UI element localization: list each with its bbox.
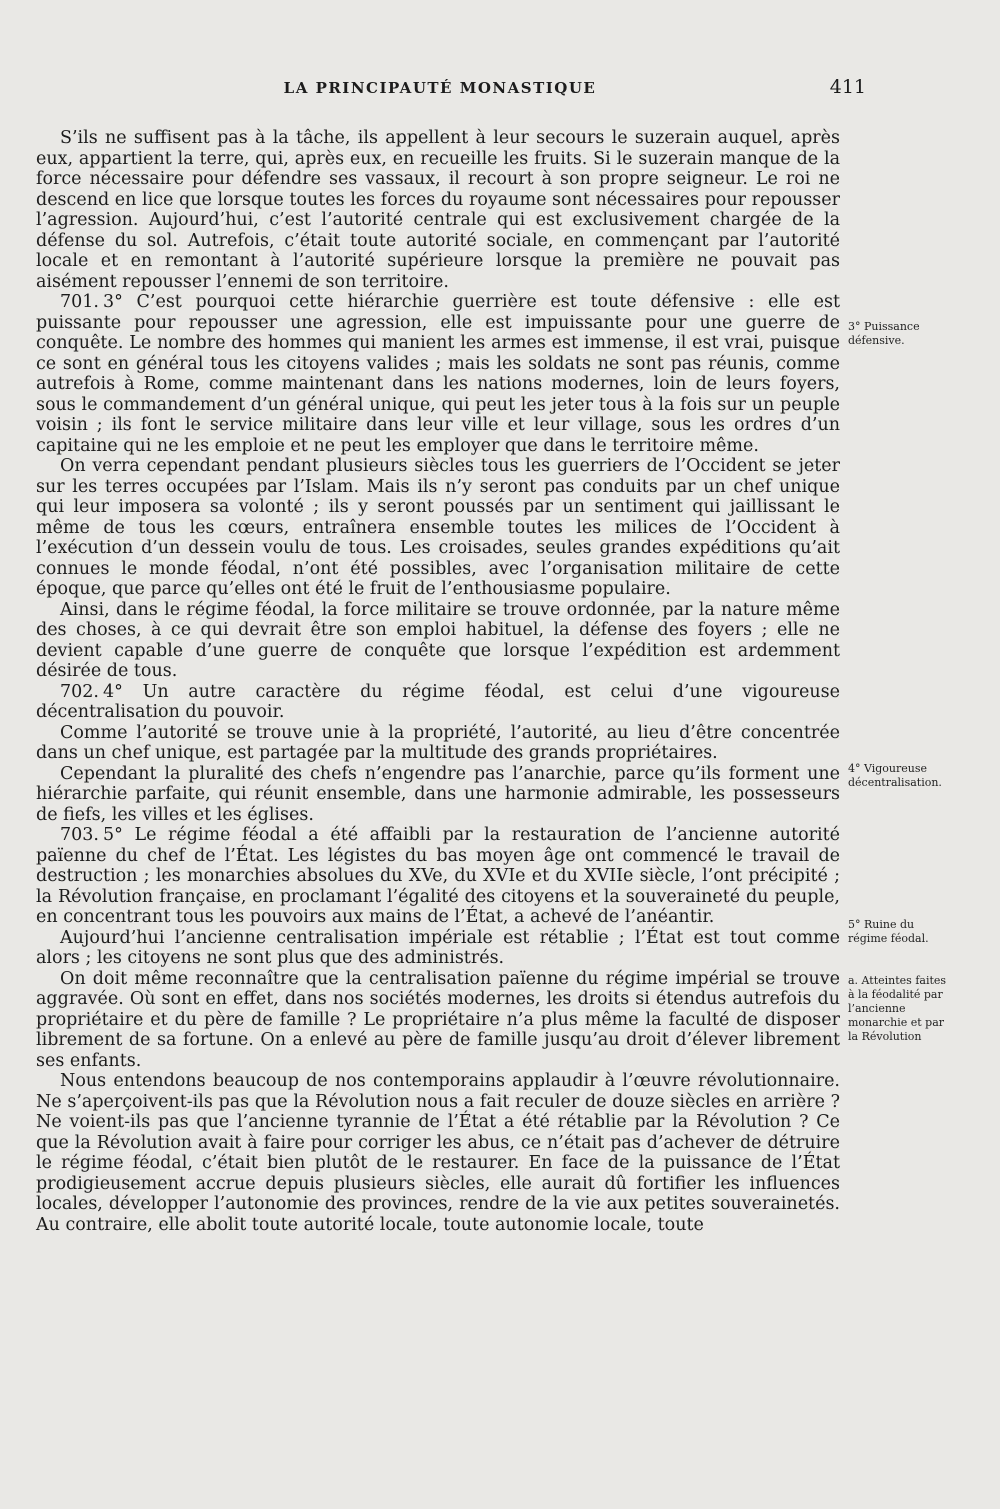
body-text	[36, 128, 840, 1235]
page-number: 411	[829, 76, 866, 98]
margin-note: a. Atteintes faites à la féodalité par l’ancienne monarchie et par la Révolution	[848, 974, 947, 1043]
section-number: 702.	[60, 681, 99, 702]
paragraph-text: Ainsi, dans le régime féodal, la force militaire se trouve ordonnée, par la nature même des choses, à ce qui devrait être son emploi habituel, la défense des foyers ; elle ne devient capable d’une guerre de conquête que lorsque l’expédition est ardemment désirée de tous.	[36, 599, 840, 681]
paragraph	[36, 600, 840, 682]
margin-note: 3° Puissance défensive.	[848, 320, 920, 347]
paragraph	[36, 292, 840, 456]
paragraph-text: 4° Un autre caractère du régime féodal, est celui d’une vigoureuse décentralisation du pouvoir.	[36, 681, 840, 722]
paragraph	[36, 825, 840, 928]
section-number: 701.	[60, 292, 99, 312]
paragraph-text: S’ils ne suffisent pas à la tâche, ils appellent à leur secours le suzerain auquel, après eux, appartient la terre, qui, après eux, en recueille les fruits. Si le suzerain manque de la force nécessaire pour défendre ses vassaux, il recourt à son propre seigneur. Le roi ne descend en lice que lorsque toutes les forces du royaume sont nécessaires pour repousser l’agression. Aujourd’hui, c’est l’autorité centrale qui est exclusivement chargée de la défense du sol. Autrefois, c’était toute autorité sociale, en commençant par l’autorité locale et en remontant à l’autorité supérieure lorsque la première ne pouvait pas aisément repousser l’ennemi de son territoire.	[36, 128, 840, 292]
paragraph-text: On verra cependant pendant plusieurs siècles tous les guerriers de l’Occident se jeter sur les terres occupées par l’Islam. Mais ils n’y seront pas conduits par un chef unique qui leur imposera sa volonté ; ils y seront poussés par un sentiment qui jaillissant le même de tous les cœurs, entraînera ensemble toutes les milices de l’Occident à l’exécution d’un dessein voulu de tous. Les croisades, seules grandes expéditions qu’ait connues le monde féodal, n’ont été possibles, avec l’organisation militaire de cette époque, que parce qu’elles ont été le fruit de l’enthousiasme populaire.	[36, 456, 840, 599]
paragraph-text: Comme l’autorité se trouve unie à la propriété, l’autorité, au lieu d’être concentrée dans un chef unique, est partagée par la multitude des grands propriétaires.	[36, 722, 840, 763]
paragraph-text: Aujourd’hui l’ancienne centralisation impériale est rétablie ; l’État est tout comme alors ; les citoyens ne sont plus que des administrés.	[36, 927, 840, 968]
paragraph-text: Nous entendons beaucoup de nos contemporains applaudir à l’œuvre révolutionnaire. Ne s’aperçoivent-ils pas que la Révolution nous a fait reculer de douze siècles en arrière ? Ne voient-ils pas que l’ancienne tyrannie de l’État a été rétablie par la Révolution ? Ce que la Révolution avait à faire pour corriger les abus, ce n’était pas d’achever de détruire le régime féodal, c’était bien plutôt de le restaurer. En face de la puissance de l’État prodigieusement accrue depuis plusieurs siècles, elle aurait dû fortifier les influences locales, développer l’autonomie des provinces, rendre de la vie aux petites souverainetés. Au contraire, elle abolit toute autorité locale, toute autonomie locale, toute	[36, 1071, 840, 1235]
paragraph-text: On doit même reconnaître que la centralisation païenne du régime impérial se trouve aggravée. Où sont en effet, dans nos sociétés modernes, les droits si étendus autrefois du propriétaire et du père de famille ? Le propriétaire n’a plus même la faculté de disposer librement de sa fortune. On a enlevé au père de famille jusqu’au droit d’élever librement ses enfants.	[36, 968, 840, 1071]
paragraph-text: Cependant la pluralité des chefs n’engendre pas l’anarchie, parce qu’ils forment une hiérarchie parfaite, qui réunit ensemble, dans une harmonie admirable, les possesseurs de fiefs, les villes et les églises.	[36, 763, 840, 825]
margin-note: 5° Ruine du régime féodal.	[848, 918, 929, 945]
paragraph	[36, 969, 840, 1072]
paragraph	[36, 764, 840, 826]
paragraph-text: 5° Le régime féodal a été affaibli par la restauration de l’ancienne autorité païenne du chef de l’État. Les légistes du bas moyen âge ont commencé le travail de destruction ; les monarchies absolues du XVe, du XVIe et du XVIIe siècle, l’ont précipité ; la Révolution française, en proclamant l’égalité des citoyens et la souveraineté du peuple, en concentrant tous les pouvoirs aux mains de l’État, a achevé de l’anéantir.	[36, 825, 840, 927]
section-number: 703.	[60, 825, 99, 845]
paragraph-text: 3° C’est pourquoi cette hiérarchie guerrière est toute défensive : elle est puissante pour repousser une agression, elle est impuissante pour une guerre de conquête. Le nombre des hommes qui manient les armes est immense, il est vrai, puisque ce sont en général tous les citoyens valides ; mais les soldats ne sont pas réunis, comme autrefois à Rome, comme maintenant dans les nations modernes, loin de leurs foyers, sous le commandement d’un général unique, qui peut les jeter tous à la fois sur un peuple voisin ; ils font le service militaire dans leur ville et leur village, sous les ordres d’un capitaine qui ne les emploie et ne peut les employer que dans le territoire même.	[36, 292, 840, 456]
paragraph	[36, 1071, 840, 1235]
paragraph	[36, 723, 840, 764]
paragraph	[36, 928, 840, 969]
paragraph	[36, 456, 840, 600]
running-header: LA PRINCIPAUTÉ MONASTIQUE	[283, 79, 597, 97]
margin-note: 4° Vigoureuse décentralisation.	[848, 762, 942, 789]
paragraph	[36, 682, 840, 723]
paragraph	[36, 128, 840, 292]
